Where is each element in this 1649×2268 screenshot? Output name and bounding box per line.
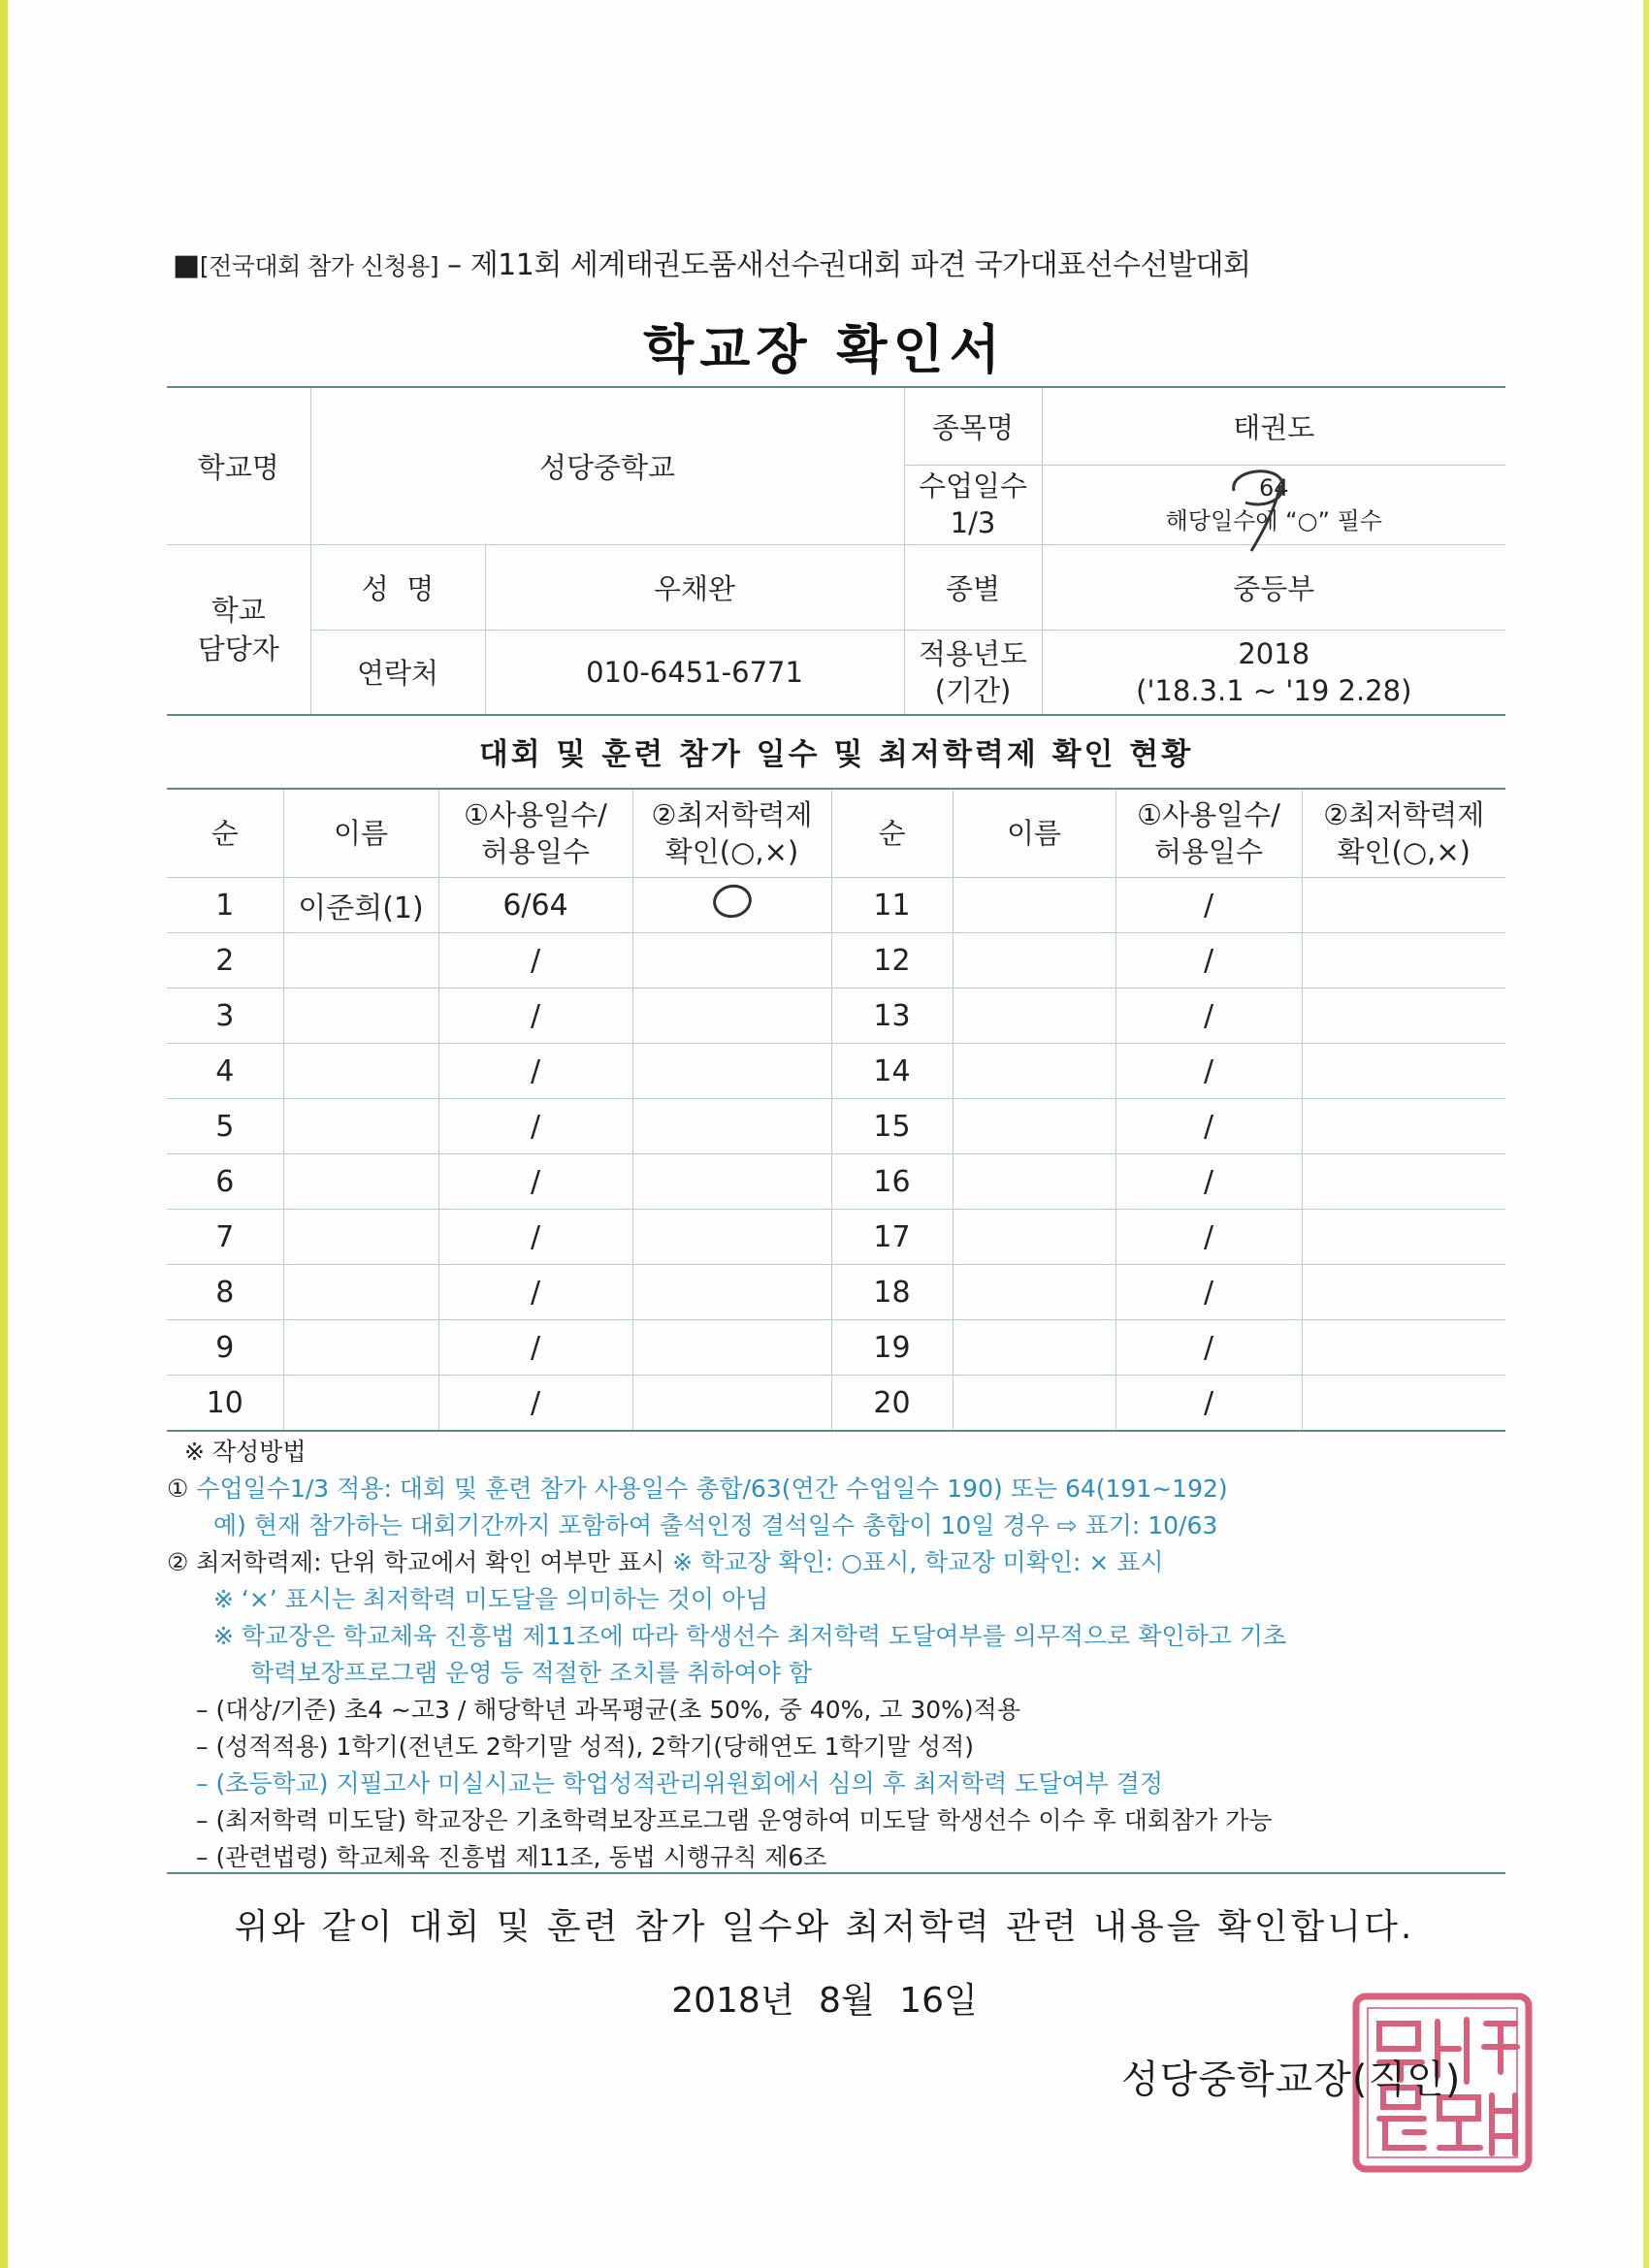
note-2-text: ② 최저학력제: 단위 학교에서 확인 여부만 표시	[167, 1548, 673, 1576]
academic-check	[1302, 1210, 1505, 1265]
row-number: 5	[167, 1099, 283, 1154]
col-check	[632, 789, 831, 878]
col-days-2	[1116, 789, 1302, 878]
page-title: 학교장 확인서	[643, 319, 1006, 380]
col-check-2-line1: ②최저학력제	[1323, 798, 1485, 831]
academic-check	[632, 988, 831, 1044]
academic-check	[1302, 1376, 1505, 1432]
athlete-name	[283, 1265, 438, 1320]
row-number: 2	[167, 933, 283, 988]
academic-check	[632, 1044, 831, 1099]
row-number: 9	[167, 1320, 283, 1376]
academic-check	[632, 1154, 831, 1210]
note-2	[167, 1544, 1525, 1581]
col-check-2-line2: 확인(○,×)	[1337, 835, 1471, 868]
col-name: 이름	[283, 789, 438, 878]
academic-check	[632, 1376, 831, 1432]
used-days: /	[438, 933, 632, 988]
table-header-row	[167, 789, 1505, 878]
col-check-line1: ②최저학력제	[651, 798, 813, 831]
year-label-line2: (기간)	[934, 673, 1012, 707]
manager-label-line1: 학교	[210, 593, 266, 627]
table-row	[167, 1099, 1505, 1154]
row-number: 14	[831, 1044, 953, 1099]
col-days-2-line2: 허용일수	[1153, 835, 1264, 868]
col-check-line2: 확인(○,×)	[664, 835, 799, 868]
note-1-example: 예) 현재 참가하는 대회기간까지 포함하여 출석인정 결석일수 총합이 10일 경우 ⇨ 표기: 10/63	[213, 1511, 1218, 1539]
athlete-name	[953, 988, 1116, 1044]
school-info-table	[167, 386, 1505, 716]
used-days: /	[1116, 878, 1302, 933]
contact-value: 010-6451-6771	[485, 630, 904, 715]
athlete-name	[283, 1099, 438, 1154]
athlete-name	[283, 1154, 438, 1210]
instructions	[167, 1434, 1525, 1876]
row-number: 11	[831, 878, 953, 933]
col-name-2: 이름	[953, 789, 1116, 878]
detail-5: – (관련법령) 학교체육 진흥법 제11조, 동법 시행규칙 제6조	[196, 1843, 827, 1871]
academic-check	[1302, 933, 1505, 988]
table-row	[167, 878, 1505, 933]
academic-check	[632, 1099, 831, 1154]
class-days-label	[904, 465, 1042, 544]
used-days: /	[1116, 1044, 1302, 1099]
used-days: /	[438, 1154, 632, 1210]
row-number: 4	[167, 1044, 283, 1099]
row-number: 17	[831, 1210, 953, 1265]
col-days-2-line1: ①사용일수/	[1137, 798, 1280, 831]
athlete-name	[283, 1320, 438, 1376]
document-header	[173, 241, 1250, 283]
note-4: ※ 학교장은 학교체육 진흥법 제11조에 따라 학생선수 최저학력 도달여부를 의무적으로 확인하고 기초	[213, 1622, 1287, 1650]
used-days: /	[1116, 1376, 1302, 1432]
event-value: 태권도	[1042, 387, 1505, 465]
manager-label-line2: 담당자	[197, 632, 279, 665]
academic-check	[1302, 988, 1505, 1044]
year-value: 2018	[1238, 636, 1310, 670]
manager-label	[167, 544, 310, 715]
academic-check	[632, 1265, 831, 1320]
athlete-name	[283, 988, 438, 1044]
athlete-name	[953, 1376, 1116, 1432]
application-type: [전국대회 참가 신청용]	[199, 252, 439, 280]
note-1	[167, 1471, 1525, 1507]
row-number: 6	[167, 1154, 283, 1210]
col-check-2	[1302, 789, 1505, 878]
event-label: 종목명	[904, 387, 1042, 465]
academic-check	[1302, 1265, 1505, 1320]
used-days: 6/64	[438, 878, 632, 933]
athlete-name: 이준희(1)	[283, 878, 438, 933]
issue-date: 2018년 8월 16일	[671, 1981, 978, 2021]
square-bullet: ■	[173, 248, 200, 282]
athlete-name	[953, 1320, 1116, 1376]
division-label: 종별	[904, 544, 1042, 630]
class-days-label-line2: 1/3	[950, 506, 996, 539]
col-no: 순	[167, 789, 283, 878]
class-days-label-line1: 수업일수	[918, 470, 1028, 502]
detail-1: – (대상/기준) 초4 ~고3 / 해당학년 과목평균(초 50%, 중 40%, 고 30%)적용	[196, 1696, 1020, 1724]
row-number: 12	[831, 933, 953, 988]
note-3: ※ ‘×’ 표시는 최저학력 미도달을 의미하는 것이 아님	[213, 1585, 769, 1613]
divider	[167, 1872, 1505, 1874]
used-days: /	[1116, 1099, 1302, 1154]
year-cell	[1042, 630, 1505, 715]
participation-table	[167, 788, 1505, 1432]
signer-name: 성당중학교장(직인)	[1121, 2057, 1462, 2102]
used-days: /	[1116, 1265, 1302, 1320]
note-1-number: ①	[167, 1474, 197, 1503]
name-value: 우채완	[485, 544, 904, 630]
note-2-mark: ※ 학교장 확인: ○표시, 학교장 미확인: × 표시	[672, 1548, 1164, 1576]
table-row	[167, 1210, 1505, 1265]
academic-check	[1302, 1154, 1505, 1210]
row-number: 20	[831, 1376, 953, 1432]
table-row	[167, 933, 1505, 988]
athlete-name	[283, 1044, 438, 1099]
athlete-name	[953, 1099, 1116, 1154]
athlete-name	[283, 933, 438, 988]
handwritten-o-mark	[709, 881, 754, 922]
row-number: 3	[167, 988, 283, 1044]
athlete-name	[953, 1265, 1116, 1320]
used-days: /	[1116, 1210, 1302, 1265]
used-days: /	[438, 1320, 632, 1376]
note-1-text: 수업일수1/3 적용: 대회 및 훈련 참가 사용일수 총합/63(연간 수업일수 190) 또는 64(191~192)	[196, 1474, 1228, 1503]
table-row	[167, 1265, 1505, 1320]
period-value: ('18.3.1 ~ '19 2.28)	[1136, 673, 1412, 707]
row-number: 16	[831, 1154, 953, 1210]
athlete-name	[953, 1210, 1116, 1265]
row-number: 18	[831, 1265, 953, 1320]
notes-heading: ※ 작성방법	[184, 1438, 307, 1466]
detail-3: – (초등학교) 지필고사 미실시교는 학업성적관리위원회에서 심의 후 최저학력 도달여부 결정	[196, 1769, 1164, 1798]
used-days: /	[1116, 988, 1302, 1044]
used-days: /	[438, 1099, 632, 1154]
col-days	[438, 789, 632, 878]
competition-name: – 제11회 세계태권도품새선수권대회 파견 국가대표선수선발대회	[438, 248, 1251, 282]
athlete-name	[953, 878, 1116, 933]
row-number: 10	[167, 1376, 283, 1432]
contact-label: 연락처	[310, 630, 485, 715]
row-number: 13	[831, 988, 953, 1044]
used-days: /	[1116, 933, 1302, 988]
school-name: 성당중학교	[310, 387, 904, 544]
detail-4: – (최저학력 미도달) 학교장은 기초학력보장프로그램 운영하여 미도달 학생선수 이수 후 대회참가 가능	[196, 1806, 1273, 1834]
school-label: 학교명	[167, 387, 310, 544]
col-days-line1: ①사용일수/	[464, 798, 607, 831]
class-days-note: 해당일수에 “○” 필수	[1165, 507, 1382, 535]
note-4-cont: 학력보장프로그램 운영 등 적절한 조치를 취하여야 함	[250, 1659, 812, 1687]
row-number: 19	[831, 1320, 953, 1376]
academic-check	[632, 933, 831, 988]
athlete-name	[283, 1210, 438, 1265]
academic-check	[1302, 1099, 1505, 1154]
col-days-line2: 허용일수	[480, 835, 591, 868]
used-days: /	[438, 988, 632, 1044]
row-number: 7	[167, 1210, 283, 1265]
confirmation-statement: 위와 같이 대회 및 훈련 참가 일수와 최저학력 관련 내용을 확인합니다.	[234, 1907, 1415, 1947]
year-label	[904, 630, 1042, 715]
table-row	[167, 988, 1505, 1044]
year-label-line1: 적용년도	[918, 636, 1028, 670]
academic-check	[1302, 878, 1505, 933]
used-days: /	[438, 1210, 632, 1265]
row-number: 15	[831, 1099, 953, 1154]
used-days: /	[1116, 1154, 1302, 1210]
academic-check	[632, 1210, 831, 1265]
table-row	[167, 1044, 1505, 1099]
athlete-name	[953, 1154, 1116, 1210]
class-days-value: 64	[1258, 474, 1289, 502]
used-days: /	[1116, 1320, 1302, 1376]
academic-check	[1302, 1320, 1505, 1376]
used-days: /	[438, 1376, 632, 1432]
handwritten-circle-mark	[1224, 462, 1292, 557]
academic-check	[1302, 1044, 1505, 1099]
academic-check	[632, 1320, 831, 1376]
athlete-name	[283, 1376, 438, 1432]
used-days: /	[438, 1044, 632, 1099]
table-row	[167, 1320, 1505, 1376]
col-no-2: 순	[831, 789, 953, 878]
table-row	[167, 1376, 1505, 1432]
division-value: 중등부	[1042, 544, 1505, 630]
used-days: /	[438, 1265, 632, 1320]
athlete-name	[953, 933, 1116, 988]
section-title: 대회 및 훈련 참가 일수 및 최저학력제 확인 현황	[478, 737, 1194, 772]
academic-check	[632, 878, 831, 933]
athlete-name	[953, 1044, 1116, 1099]
row-number: 8	[167, 1265, 283, 1320]
detail-2: – (성적적용) 1학기(전년도 2학기말 성적), 2학기(당해연도 1학기말 성적)	[196, 1733, 974, 1761]
table-row	[167, 1154, 1505, 1210]
name-label: 성 명	[310, 544, 485, 630]
row-number: 1	[167, 878, 283, 933]
